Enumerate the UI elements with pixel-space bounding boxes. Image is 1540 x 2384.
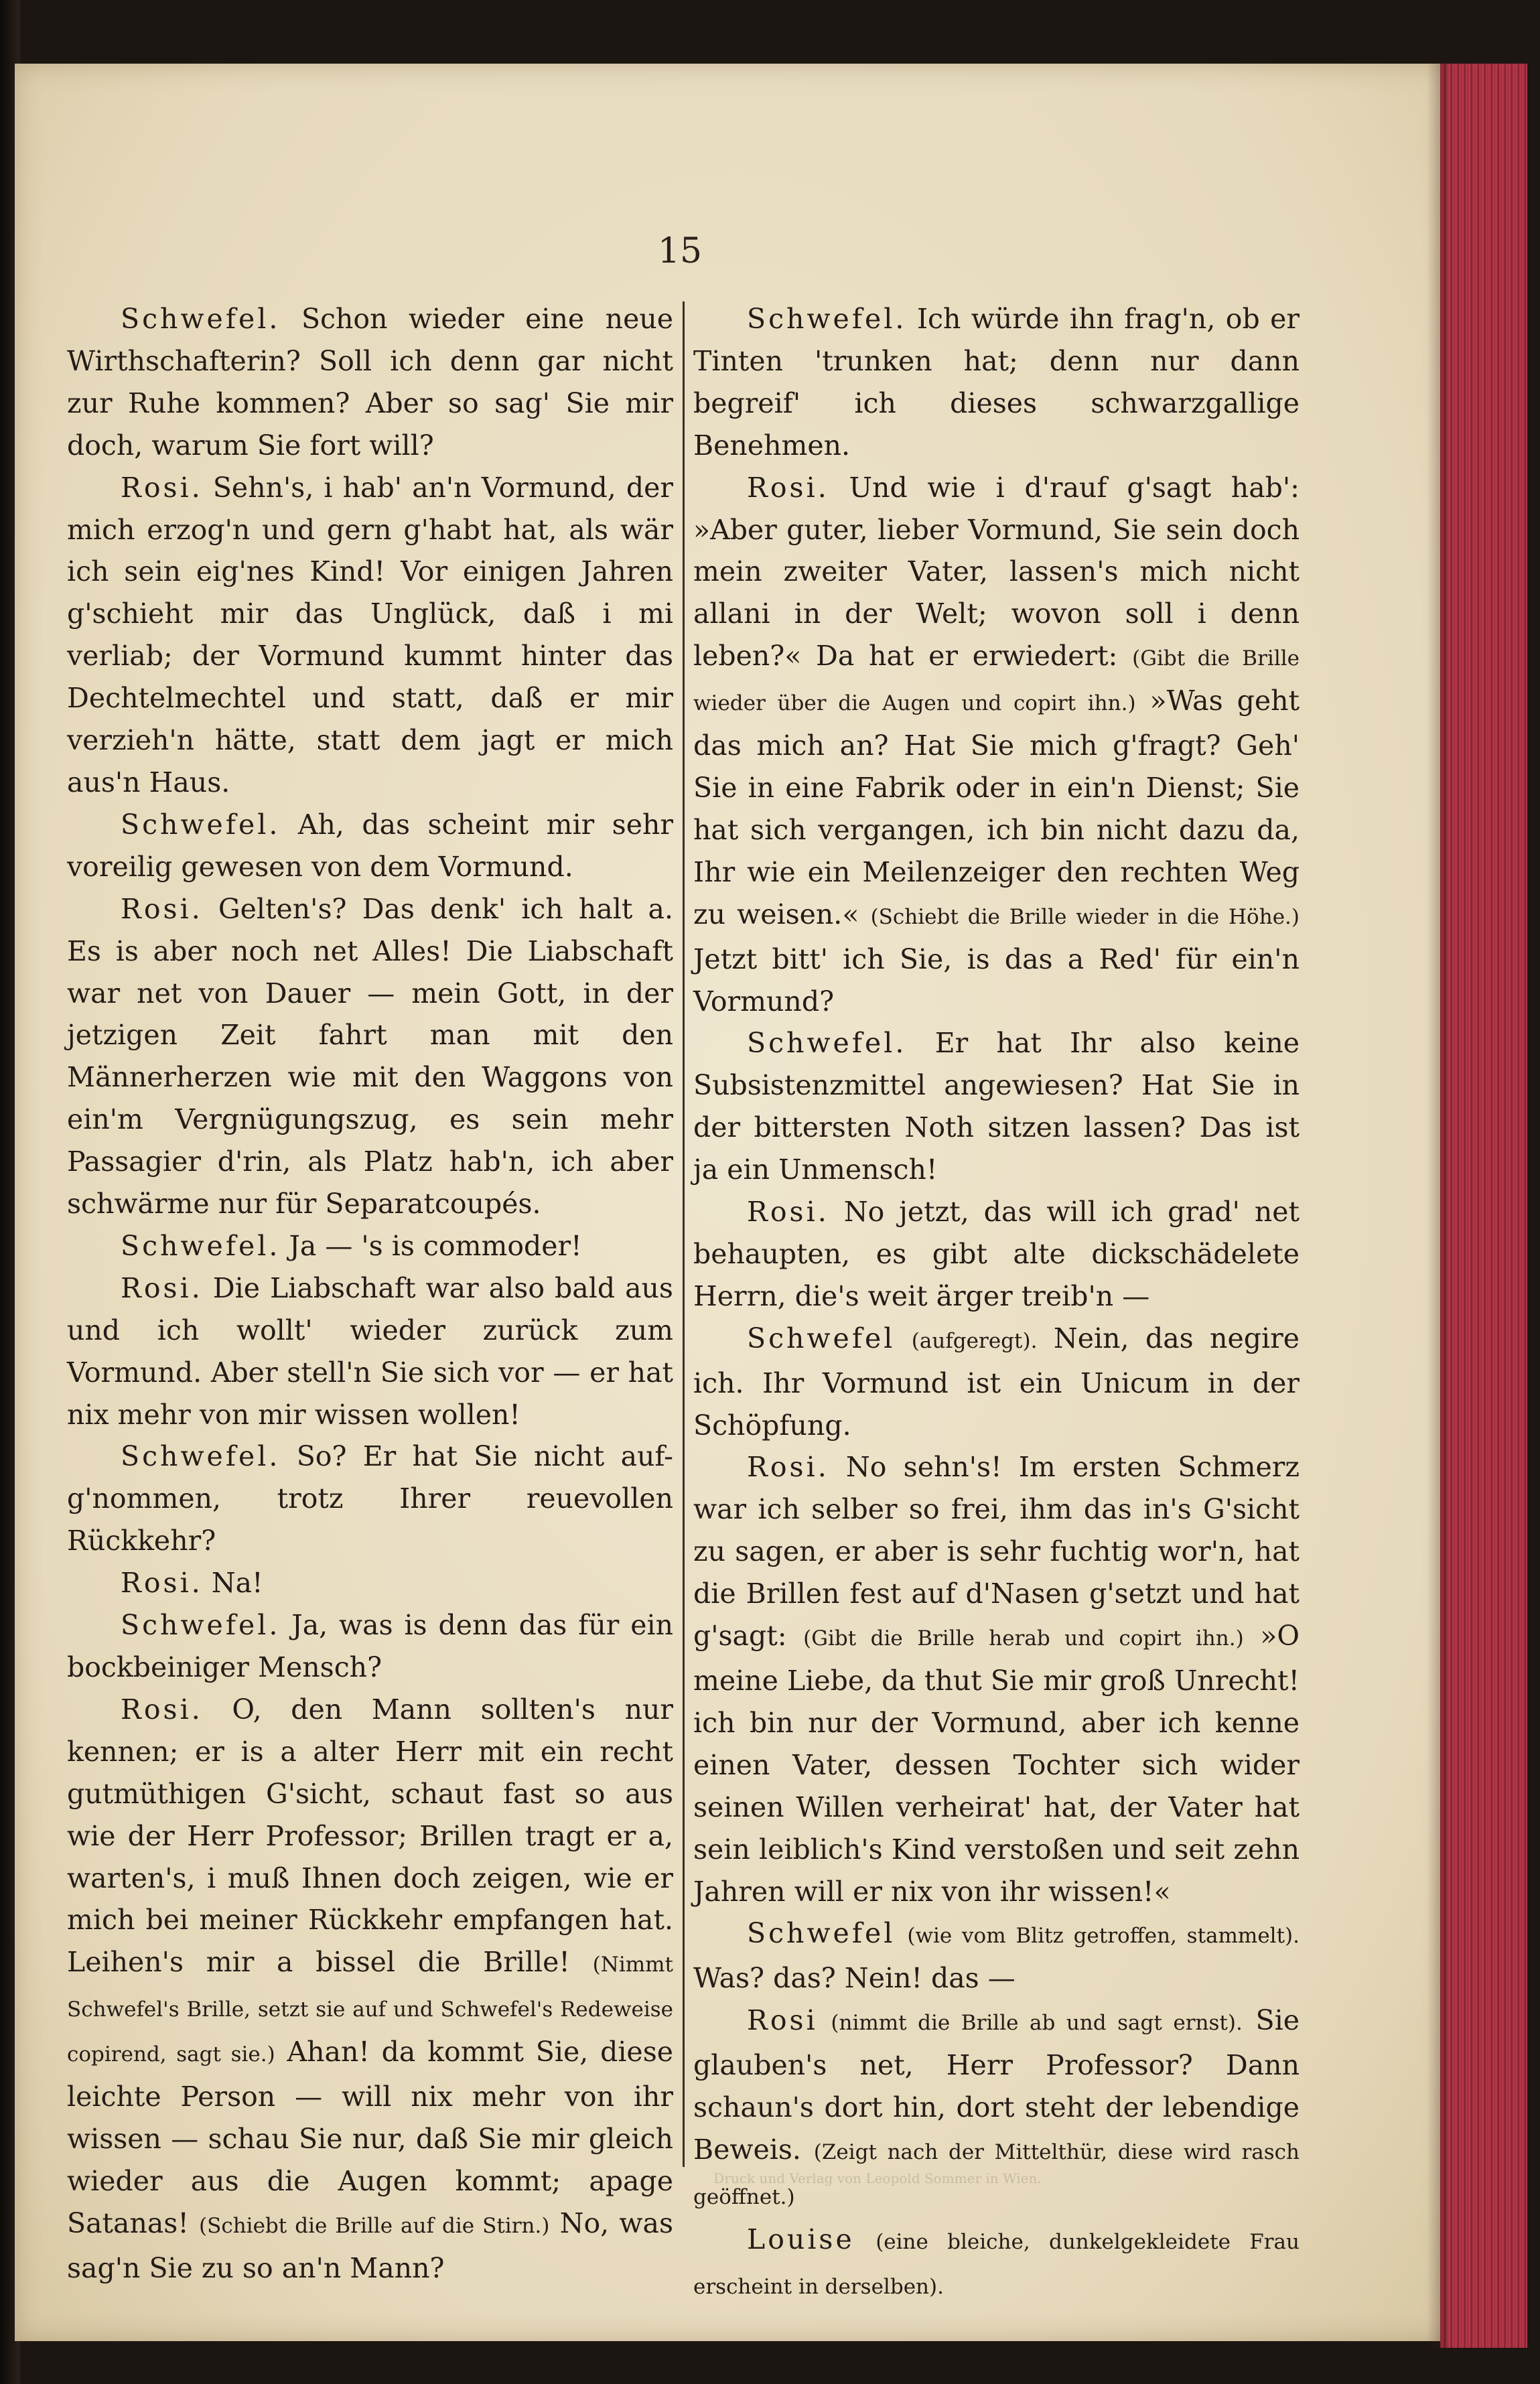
speech-text: Ja, was is denn das für ein bockbeiniger Mensch? [67, 1609, 673, 1683]
stage-direction: (Gibt die Brille herab und copirt ihn.) [803, 1626, 1244, 1651]
speech-paragraph [693, 2219, 1300, 2308]
footer-imprint: Druck und Verlag von Leopold Sommer in Wien. [713, 2170, 1042, 2186]
speaker-name: Rosi. [121, 892, 203, 925]
speech-paragraph [693, 1318, 1300, 1447]
stage-direction: (wie vom Blitz getroffen, stammelt). [907, 1924, 1300, 1949]
column-rule [683, 301, 685, 2167]
speech-text: No, was sag'n Sie zu so an'n Mann? [67, 2206, 673, 2284]
speaker-name: Rosi. [121, 1693, 203, 1726]
speech-text: Er hat Ihr also keine Subsistenzmittel angewiesen? Hat Sie in der bittersten Noth sitzen lassen? Das ist ja ein Unmensch! [693, 1027, 1300, 1186]
speaker-name: Schwefel. [747, 1027, 907, 1060]
speaker-name: Schwefel. [121, 303, 281, 335]
speech-paragraph [67, 1562, 673, 1604]
speech-text: O, den Mann sollten's nur kennen; er is a alter Herr mit ein recht gutmüthigen G'sicht, schaut fast so aus wie der Herr Professor; Brillen tragt er a, warten's, i muß Ihnen doch zeigen, wie er mich bei meiner Rückkehr empfangen hat. Leihen's mir a bissel die Brille! [67, 1693, 673, 1979]
speech-paragraph [67, 467, 673, 804]
speaker-name: Schwefel. [747, 303, 907, 335]
right-column [693, 298, 1300, 2308]
speaker-name: Rosi. [747, 1196, 829, 1229]
speech-paragraph [67, 1604, 673, 1689]
speaker-name: Schwefel. [121, 808, 281, 841]
speech-paragraph [67, 1267, 673, 1436]
speech-paragraph [693, 467, 1300, 1023]
speaker-name: Rosi. [121, 1271, 203, 1304]
speech-text: Ahan! da kommt Sie, diese leichte Person — will nix mehr von ihr wissen — schau Sie nur, daß Sie mir gleich wieder aus die Augen kommt; apage Satanas! [67, 2036, 673, 2239]
speech-text: Jetzt bitt' ich Sie, is das a Red' für ein'n Vormund? [693, 942, 1300, 1018]
speech-text: No sehn's! Im ersten Schmerz war ich selber so frei, ihm das in's G'sicht zu sagen, er aber is sehr fuchtig wor'n, hat die Brillen fest auf d'Nasen g'setzt und hat g'sagt: [693, 1451, 1300, 1653]
speech-text: Und wie i d'rauf g'sagt hab': »Aber guter, lieber Vormund, Sie sein doch mein zweiter Vater, lassen's mich nicht allani in der Welt; wovon soll i denn leben?« Da hat er erwiedert: [693, 471, 1300, 673]
stage-direction: (Zeigt nach der Mittelthür, diese wird rasch geöffnet.) [693, 2140, 1300, 2209]
page-number: 15 [657, 231, 703, 271]
speech-text: Na! [211, 1567, 263, 1600]
left-column [67, 298, 673, 2290]
speech-paragraph [67, 1689, 673, 2290]
stage-direction: (aufgeregt). [911, 1328, 1038, 1353]
speech-text: Ah, das scheint mir sehr voreilig gewesen von dem Vormund. [67, 808, 673, 883]
stage-direction: (Schiebt die Brille wieder in die Höhe.) [870, 904, 1300, 929]
stage-direction: (eine bleiche, dunkelgekleidete Frau erscheint in derselben). [693, 2229, 1300, 2299]
speech-text: Gelten's? Das denk' ich halt a. Es is aber noch net Alles! Die Liabschaft war net von Dauer — mein Gott, in der jetzigen Zeit fahrt man mit den Männerherzen wie mit den Waggons von ein'm Vergnügungszug, es sein mehr Passagier d'rin, als Platz hab'n, ich aber schwärme nur für Separatcoupés. [67, 892, 673, 1220]
speaker-name: Rosi. [747, 1451, 829, 1484]
stage-direction: (Gibt die Brille wieder über die Augen und copirt ihn.) [693, 646, 1300, 716]
stage-direction: (Schiebt die Brille auf die Stirn.) [199, 2213, 550, 2238]
stage-direction: (nimmt die Brille ab und sagt ernst). [831, 2011, 1243, 2036]
speech-text: No jetzt, das will ich grad' net behaupten, es gibt alte dickschädelete Herrn, die's weit ärger treib'n — [693, 1196, 1300, 1312]
speech-text: Was? das? Nein! das — [693, 1962, 1016, 1995]
speech-text: Ja — 's is commoder! [289, 1229, 582, 1262]
speech-text: »O meine Liebe, da thut Sie mir groß Unrecht! ich bin nur der Vormund, aber ich kenne einen Vater, dessen Tochter sich wider seinen Willen verheirat' hat, der Vater hat sein leiblich's Kind verstoßen und seit zehn Jahren will er nix von ihr wissen!« [693, 1620, 1300, 1908]
speech-paragraph [67, 1435, 673, 1562]
speaker-name: Rosi. [747, 471, 829, 504]
speaker-name: Schwefel [747, 1917, 896, 1950]
speech-text: Schon wieder eine neue Wirthschafterin? Soll ich denn gar nicht zur Ruhe kommen? Aber so sag' Sie mir doch, warum Sie fort will? [67, 303, 673, 462]
speech-text: So? Er hat Sie nicht auf-g'nommen, trotz Ihrer reuevollen Rückkehr? [67, 1440, 673, 1557]
speech-paragraph [693, 1022, 1300, 1191]
speaker-name: Schwefel. [121, 1440, 281, 1473]
speech-text: »Was geht das mich an? Hat Sie mich g'fragt? Geh' Sie in eine Fabrik oder in ein'n Dienst; Sie hat sich vergangen, ich bin nicht dazu da, Ihr wie ein Meilenzeiger den rechten Weg zu weisen.« [693, 685, 1300, 930]
speech-paragraph [67, 1225, 673, 1267]
speech-text: Ich würde ihn frag'n, ob er Tinten 'trunken hat; denn nur dann begreif' ich dieses schwarzgallige Benehmen. [693, 303, 1300, 462]
page-edge-shadow [1427, 64, 1447, 2348]
speaker-name: Schwefel. [121, 1229, 281, 1262]
speech-text: Sie glauben's net, Herr Professor? Dann schaun's dort hin, dort steht der lebendige Beweis. [693, 2004, 1300, 2166]
stage-direction: (Nimmt Schwefel's Brille, setzt sie auf und Schwefel's Redeweise copirend, sagt sie.) [67, 1953, 673, 2067]
speaker-name: Rosi [747, 2004, 818, 2037]
speech-paragraph [693, 1446, 1300, 1912]
speech-text: Die Liabschaft war also bald aus und ich wollt' wieder zurück zum Vormund. Aber stell'n Sie sich vor — er hat nix mehr von mir wissen wollen! [67, 1271, 673, 1431]
speech-paragraph [693, 1191, 1300, 1318]
speech-text: Nein, das negire ich. Ihr Vormund ist ein Unicum in der Schöpfung. [693, 1322, 1300, 1442]
speaker-name: Rosi. [121, 1567, 203, 1600]
speech-paragraph [67, 298, 673, 467]
speech-paragraph [67, 804, 673, 888]
speech-paragraph [67, 888, 673, 1225]
speech-text: Sehn's, i hab' an'n Vormund, der mich erzog'n und gern g'habt hat, als wär ich sein eig'nes Kind! Vor einigen Jahren g'schieht mir das Unglück, daß i mi verliab; der Vormund kummt hinter das Dechtelmechtel und statt, daß er mir verzieh'n hätte, statt dem jagt er mich aus'n Haus. [67, 471, 673, 798]
speaker-name: Louise [747, 2223, 855, 2255]
speaker-name: Rosi. [121, 471, 203, 504]
speech-paragraph [693, 298, 1300, 467]
page-edge-red [1440, 64, 1527, 2348]
speaker-name: Schwefel. [121, 1609, 281, 1642]
speaker-name: Schwefel [747, 1322, 896, 1354]
speech-paragraph [693, 1912, 1300, 2000]
